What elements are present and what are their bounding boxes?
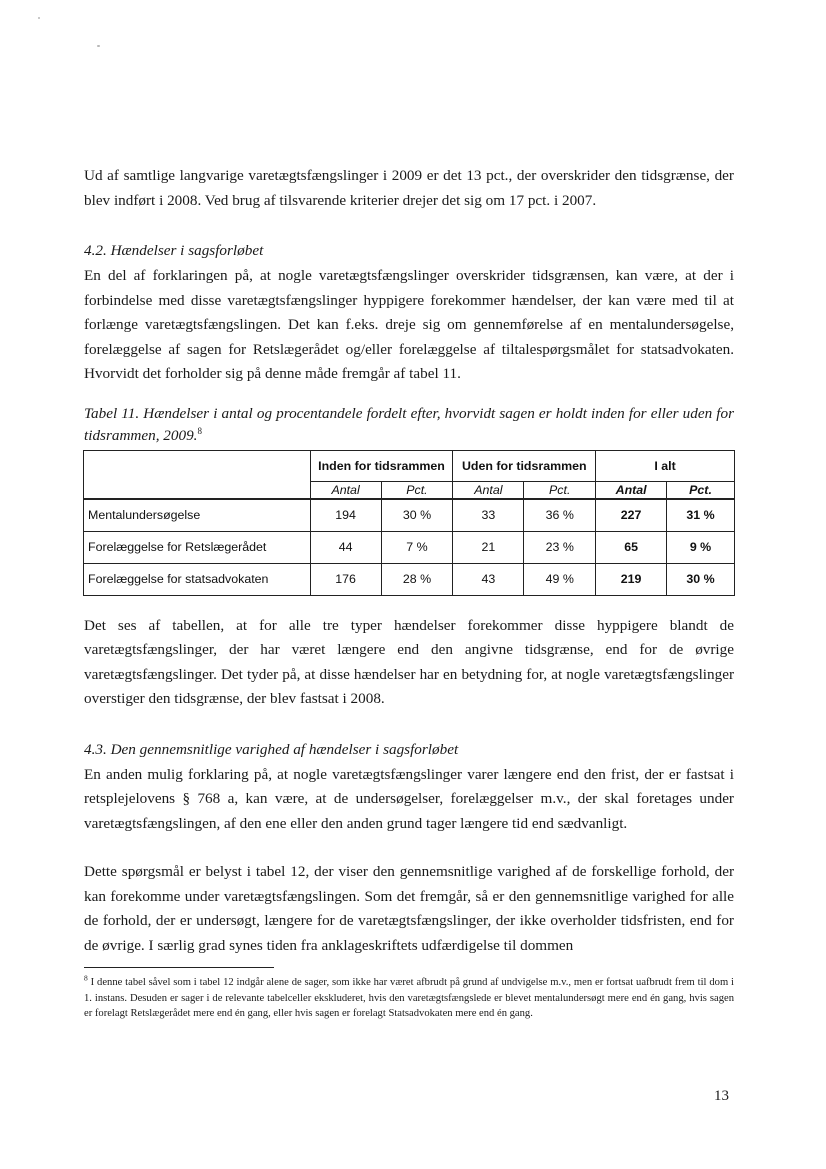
cell-value: 21: [453, 531, 524, 563]
table-row: [84, 499, 735, 532]
cell-total: 30 %: [667, 563, 735, 595]
table-11-caption-text: Tabel 11. Hændelser i antal og procentandele fordelt efter, hvorvidt sagen er holdt inden for eller uden for tidsrammen, 2009.: [84, 404, 734, 444]
cell-value: 30 %: [381, 499, 453, 532]
subheader-pct: Pct.: [524, 481, 596, 499]
scan-speck: [97, 45, 100, 47]
cell-value: 33: [453, 499, 524, 532]
section-4-3-heading: 4.3. Den gennemsnitlige varighed af hændelser i sagsforløbet: [84, 740, 459, 758]
table-11: [83, 450, 735, 596]
table-row: [84, 531, 735, 563]
cell-value: 28 %: [381, 563, 453, 595]
cell-value: 23 %: [524, 531, 596, 563]
row-label: Mentalundersøgelse: [84, 499, 311, 532]
scan-speck: [38, 17, 40, 19]
section-4-3-paragraph-2: Dette spørgsmål er belyst i tabel 12, der viser den gennemsnitlige varighed af de forskellige forhold, der kan forekomme under varetægtsfængslingen. Som det fremgår, så er den gennemsnitlige varighed for alle de forhold, der er undersøgt, længere for de varetægtsfængslinger, der ikke overholder tidsfristen, end for de øvrige. I særlig grad synes tiden fra anklageskriftets udfærdigelse til dommen: [84, 863, 734, 954]
cell-total: 31 %: [667, 499, 735, 532]
cell-value: 194: [310, 499, 381, 532]
table-header-empty: [84, 450, 311, 499]
footnote-reference: 8: [197, 425, 202, 436]
page-content: [84, 164, 734, 958]
row-label: Forelæggelse for statsadvokaten: [84, 563, 311, 595]
intro-paragraph: Ud af samtlige langvarige varetægtsfængslinger i 2009 er det 13 pct., der overskrider den tidsgrænse, der blev indført i 2008. Ved brug af tilsvarende kriterier drejer det sig om 17 pct. i 2007.: [84, 167, 734, 209]
footnote: [84, 975, 734, 1022]
group-header-i-alt: I alt: [596, 450, 735, 481]
table-group-header-row: [84, 450, 735, 481]
cell-value: 43: [453, 563, 524, 595]
subheader-pct-total: Pct.: [667, 481, 735, 499]
after-table-paragraph: Det ses af tabellen, at for alle tre typer hændelser forekommer disse hyppigere blandt de varetægtsfængslinger, der har været længere end den angivne tidsgrænse, end for de øvrige varetægtsfængslinger. Det tyder på, at disse hændelser har en betydning for, at nogle varetægtsfængslinger overstiger den tidsgrænse, der blev fastsat i 2008.: [84, 616, 734, 707]
cell-total: 9 %: [667, 531, 735, 563]
subheader-antal-total: Antal: [596, 481, 667, 499]
footnote-text: I denne tabel såvel som i tabel 12 indgår alene de sager, som ikke har været afbrudt på grund af undvigelse m.v., men er fortsat uafbrudt frem til dom i 1. instans. Desuden er sager i de relevante tabelceller ekskluderet, hvis den varetægtsfængslede er blevet mentalundersøgt mere end én gang, hvis sagen er forelagt Retslægerådet mere end én gang, eller hvis sagen er forelagt Statsadvokaten mere end én gang.: [84, 977, 734, 1019]
table-row: [84, 563, 735, 595]
group-header-uden-for: Uden for tidsrammen: [453, 450, 596, 481]
subheader-antal: Antal: [453, 481, 524, 499]
section-4-2-paragraph: En del af forklaringen på, at nogle varetægtsfængslinger overskrider tidsgrænsen, kan være, at der i forbindelse med disse varetægtsfængslinger hyppigere forekommer hændelser, der kan være med til at forlænge varetægtsfængslingen. Det kan f.eks. dreje sig om gennemførelse af en mentalundersøgelse, forelæggelse af sagen for Retslægerådet og/eller forelæggelse af tiltalespørgsmålet for statsadvokaten. Hvorvidt det forholder sig på denne måde fremgår af tabel 11.: [84, 267, 734, 382]
row-label: Forelæggelse for Retslægerådet: [84, 531, 311, 563]
section-4-3-paragraph-1: En anden mulig forklaring på, at nogle varetægtsfængslinger varer længere end den frist, der er fastsat i retsplejelovens § 768 a, kan være, at de undersøgelser, forelæggelser m.v., der skal foretages under varetægtsfængslingen, af den ene eller den anden grund tager længere tid end sædvanligt.: [84, 765, 734, 832]
cell-value: 36 %: [524, 499, 596, 532]
group-header-inden-for: Inden for tidsrammen: [310, 450, 453, 481]
cell-value: 7 %: [381, 531, 453, 563]
cell-total: 219: [596, 563, 667, 595]
cell-total: 227: [596, 499, 667, 532]
page-number: 13: [714, 1088, 729, 1104]
footnote-number: 8: [84, 973, 88, 983]
cell-value: 44: [310, 531, 381, 563]
cell-value: 176: [310, 563, 381, 595]
section-4-2-heading: 4.2. Hændelser i sagsforløbet: [84, 242, 264, 259]
subheader-pct: Pct.: [381, 481, 453, 499]
cell-total: 65: [596, 531, 667, 563]
cell-value: 49 %: [524, 563, 596, 595]
footnote-divider: [84, 967, 274, 968]
subheader-antal: Antal: [310, 481, 381, 499]
table-11-caption: [84, 403, 734, 447]
